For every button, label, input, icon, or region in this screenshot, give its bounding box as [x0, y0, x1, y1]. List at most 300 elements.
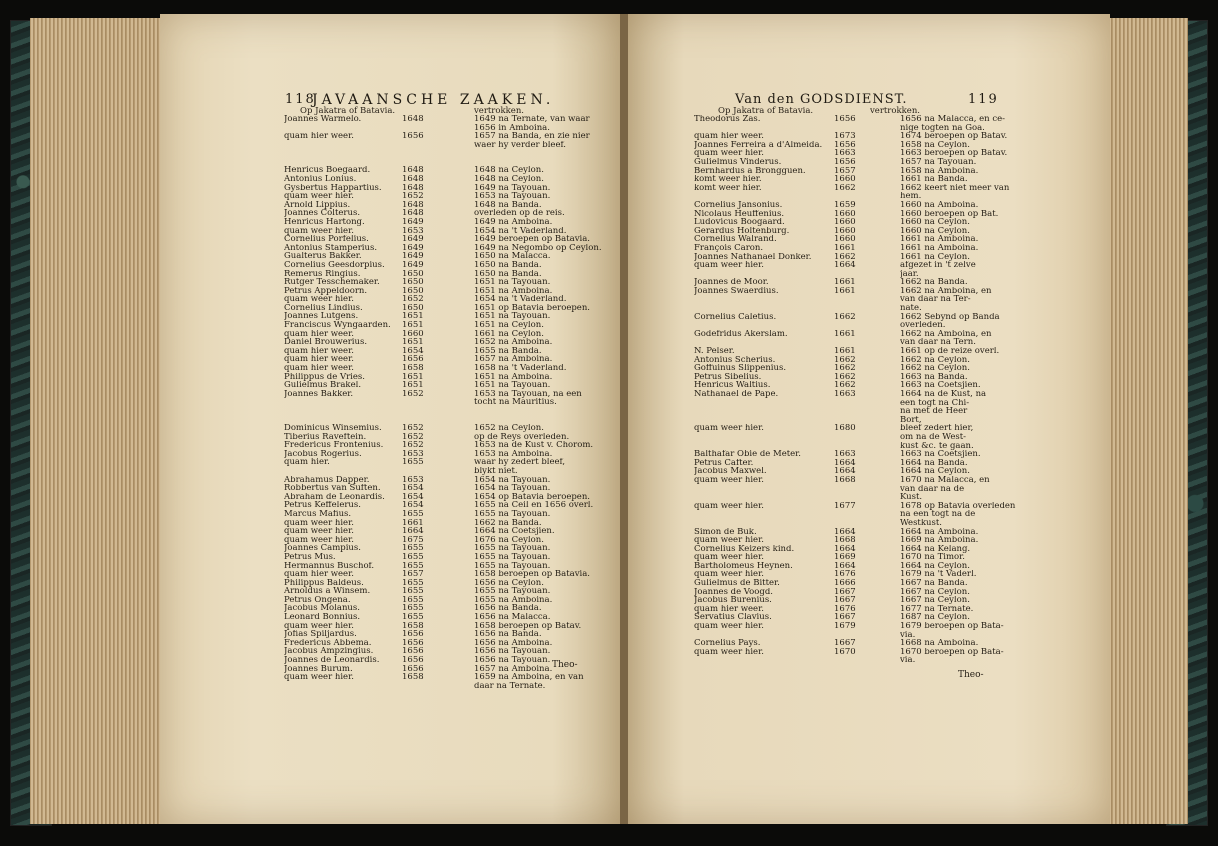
departure-cell: 1649 na Tayouan. — [474, 183, 551, 193]
departure-cell: Bort, — [900, 415, 922, 425]
name-cell: Gerardus Holtenburg. — [694, 226, 790, 236]
table-row — [694, 167, 1004, 176]
departure-cell: van daar na Tern. — [900, 338, 976, 348]
departure-cell: 1656 na Amboina. — [474, 638, 553, 648]
left-catchword: Theo- — [552, 660, 578, 670]
departure-cell: 1661 na Ceylon. — [900, 252, 970, 262]
departure-cell: 1655 na Ceil en 1656 overl. — [474, 501, 594, 510]
departure-cell: 1655 na Tayouan. — [474, 509, 551, 519]
name-cell: Godefridus Akerslam. — [694, 329, 788, 339]
table-row — [284, 295, 584, 304]
arrival-year-cell: 1660 — [834, 226, 856, 236]
table-row — [284, 458, 584, 467]
arrival-year-cell: 1655 — [402, 552, 424, 562]
departure-cell: hem. — [900, 192, 922, 201]
left-running-head: JAVAANSCHE ZAAKEN. — [312, 92, 555, 108]
departure-cell: 1658 beroepen op Batav. — [474, 621, 582, 631]
table-row — [694, 656, 1004, 665]
right-col-head-arrived: Op Jakatra of Batavia. — [718, 106, 814, 116]
departure-cell: 1650 na Malacca. — [474, 252, 551, 261]
table-row — [284, 587, 584, 596]
arrival-year-cell: 1680 — [834, 424, 856, 433]
name-cell: quam weer hier. — [694, 570, 764, 580]
table-row — [284, 141, 584, 150]
table-row — [284, 647, 584, 656]
name-cell: Antonius Lonius. — [284, 174, 357, 184]
name-cell: Joannes de Voogd. — [694, 587, 773, 597]
table-row — [694, 485, 1004, 494]
departure-cell: 1648 na Ceylon. — [474, 174, 544, 184]
table-row — [694, 183, 1010, 193]
name-cell: Fredericus Fronteníus. — [284, 441, 384, 450]
departure-cell: 1650 na Banda. — [474, 260, 542, 270]
name-cell: Cornelius Geesdorpius. — [284, 260, 385, 270]
departure-cell: 1670 na Timor. — [900, 553, 965, 562]
arrival-year-cell: 1660 — [834, 218, 856, 227]
departure-cell: 1667 na Ceylon. — [900, 587, 970, 597]
arrival-year-cell: 1649 — [402, 217, 424, 227]
table-row — [694, 579, 1004, 588]
arrival-year-cell: 1656 — [402, 355, 424, 365]
arrival-year-cell: 1677 — [834, 501, 856, 511]
table-row — [694, 356, 1004, 365]
name-cell: Franciscus Wyngaarden. — [284, 321, 391, 330]
arrival-year-cell: 1661 — [834, 329, 856, 339]
departure-cell: 1676 na Ceylon. — [474, 535, 544, 545]
table-row — [694, 553, 1004, 562]
name-cell: Joannes Campius. — [284, 544, 361, 553]
table-row — [694, 201, 1004, 210]
departure-cell: 1656 na Malacca, en ce- — [900, 115, 1005, 124]
arrival-year-cell: 1655 — [402, 509, 424, 519]
table-row — [694, 158, 1004, 167]
arrival-year-cell: 1648 — [402, 183, 424, 193]
table-row — [284, 321, 584, 330]
departure-cell: 1649 beroepen op Batavia. — [474, 235, 591, 244]
table-row — [694, 631, 1004, 640]
name-cell: quam hier weer. — [284, 329, 354, 339]
name-cell: Joannes Warmelo. — [284, 115, 362, 124]
departure-cell: 1649 na Negombo op Ceylon. — [474, 243, 602, 253]
name-cell: quam weer hier. — [694, 475, 764, 485]
name-cell: Henricus Boegaard. — [284, 166, 371, 175]
arrival-year-cell: 1650 — [402, 278, 424, 287]
table-row — [284, 424, 584, 433]
departure-cell: tocht na Mauritius. — [474, 398, 557, 407]
name-cell: quam weer hier. — [694, 536, 764, 545]
name-cell: Robbertus van Suften. — [284, 484, 381, 493]
name-cell: quam weer hier. — [284, 295, 354, 304]
departure-cell: 1679 na 't Vaderl. — [900, 570, 977, 580]
departure-cell: 1655 na Tayouan. — [474, 544, 551, 553]
table-row — [284, 433, 584, 442]
departure-cell: 1664 na Coetsjien. — [474, 527, 555, 536]
table-row — [694, 270, 1004, 279]
departure-cell: 1653 na Amboina. — [474, 449, 553, 459]
name-cell: Philippus de Vries. — [284, 372, 365, 382]
table-row — [284, 562, 584, 571]
arrival-year-cell: 1658 — [402, 621, 424, 631]
departure-cell: 1654 na 't Vaderland. — [474, 226, 567, 236]
name-cell: Rutger Tesschemaker. — [284, 278, 380, 287]
name-cell: quam weer hier. — [284, 518, 354, 528]
name-cell: Servatius Clavius. — [694, 613, 772, 623]
departure-cell: 1655 na Banda. — [474, 346, 542, 356]
arrival-year-cell: 1655 — [402, 458, 424, 467]
table-row — [284, 218, 584, 227]
arrival-year-cell: 1650 — [402, 269, 424, 279]
arrival-year-cell: 1654 — [402, 501, 424, 510]
name-cell: quam weer hier. — [284, 192, 354, 201]
table-row — [694, 381, 1004, 390]
arrival-year-cell: 1653 — [402, 226, 424, 236]
arrival-year-cell: 1650 — [402, 303, 424, 313]
table-row — [694, 528, 1004, 537]
table-row — [694, 605, 1004, 614]
arrival-year-cell: 1662 — [834, 364, 856, 373]
name-cell: Petrus Sibelius. — [694, 372, 762, 382]
table-row — [694, 639, 1004, 648]
departure-cell: 1652 na Amboina. — [474, 338, 553, 347]
name-cell: Joannes Nathanael Donker. — [694, 252, 812, 262]
name-cell: Cornelius Lindius. — [284, 303, 363, 313]
name-cell: Joannes de Moor. — [694, 278, 769, 287]
name-cell: quam weer hier. — [284, 535, 354, 545]
departure-cell: 1663 na Banda. — [900, 372, 968, 382]
name-cell: Cornelius Jansonius. — [694, 200, 783, 210]
table-row — [284, 287, 584, 296]
departure-cell: 1657 na Amboina. — [474, 355, 553, 365]
arrival-year-cell: 1651 — [402, 321, 424, 330]
departure-cell: 1662 na Ceylon. — [900, 355, 970, 365]
departure-cell: 1656 na Tayouan. — [474, 647, 551, 657]
arrival-year-cell: 1664 — [834, 561, 856, 571]
departure-cell: 1663 na Coetsjien. — [900, 450, 981, 459]
table-row — [284, 639, 584, 648]
table-row — [694, 235, 1004, 244]
arrival-year-cell: 1656 — [402, 630, 424, 639]
departure-cell: 1656 na Tayouan. — [474, 656, 551, 665]
name-cell: quam hier weer. — [694, 132, 764, 141]
table-row — [284, 132, 590, 141]
name-cell: Cornelius Porfelius. — [284, 235, 369, 244]
departure-cell: 1648 na Ceylon. — [474, 166, 544, 175]
name-cell: Joannes Bakker. — [284, 389, 354, 399]
departure-cell: jaar. — [900, 269, 919, 279]
table-row — [284, 682, 584, 691]
name-cell: Bartholomeus Heynen. — [694, 561, 793, 571]
departure-cell: 1653 na Tayouan. — [474, 192, 551, 201]
departure-cell: 1662 na Amboina, en — [900, 286, 992, 296]
arrival-year-cell: 1652 — [402, 441, 424, 450]
departure-cell: 1657 na Tayouan. — [900, 157, 977, 167]
table-row — [694, 622, 1004, 631]
arrival-year-cell: 1659 — [834, 200, 856, 210]
departure-cell: van daar na de — [900, 484, 965, 494]
arrival-year-cell: 1653 — [402, 475, 424, 485]
name-cell: Tiberius Raveftein. — [284, 432, 367, 442]
name-cell: quam hier weer. — [284, 570, 354, 579]
departure-cell: waer hy verder bleef. — [474, 140, 567, 150]
table-row — [284, 347, 584, 356]
departure-cell: 1677 na Ternate. — [900, 604, 974, 614]
arrival-year-cell: 1664 — [834, 467, 856, 476]
departure-cell: 1656 na Ceylon. — [474, 578, 544, 588]
arrival-year-cell: 1661 — [834, 286, 856, 296]
arrival-year-cell: 1655 — [402, 578, 424, 588]
departure-cell: 1650 na Banda. — [474, 269, 542, 279]
name-cell: quam weer hier. — [694, 553, 764, 562]
table-row — [284, 303, 591, 313]
table-row — [284, 243, 602, 253]
departure-cell: 1659 na Amboina, en van — [474, 673, 584, 682]
table-row — [694, 570, 1004, 579]
name-cell: Jacobus Rogerius. — [284, 449, 362, 459]
name-cell: Balthafar Obie de Meter. — [694, 450, 802, 459]
name-cell: quam weer hier. — [284, 226, 354, 236]
name-cell: Jacobus Maxwel. — [694, 467, 767, 476]
table-row — [694, 244, 1004, 253]
departure-cell: 1658 beroepen op Batavia. — [474, 570, 591, 579]
name-cell: quam weer hier. — [694, 261, 764, 270]
name-cell: Ludovicus Boogaard. — [694, 218, 785, 227]
name-cell: Remerus Ringius. — [284, 269, 361, 279]
arrival-year-cell: 1662 — [834, 252, 856, 262]
departure-cell: afgezet in 't zelve — [900, 261, 976, 270]
table-row — [694, 424, 1004, 433]
page-block-right — [1108, 18, 1188, 824]
arrival-year-cell: 1652 — [402, 192, 424, 201]
departure-cell: 1649 na Amboina. — [474, 217, 553, 227]
departure-cell: 1660 na Amboina. — [900, 200, 979, 210]
table-row — [284, 501, 594, 510]
arrival-year-cell: 1648 — [402, 174, 424, 184]
departure-cell: van daar na Ter- — [900, 295, 971, 305]
table-row — [694, 287, 1004, 296]
name-cell: quam hier weer. — [284, 346, 354, 356]
arrival-year-cell: 1660 — [834, 235, 856, 244]
table-spacer — [284, 149, 584, 166]
arrival-year-cell: 1660 — [402, 329, 424, 339]
departure-cell: 1655 na Tayouan. — [474, 552, 551, 562]
left-col-head-arrived: Op Jakatra of Batavia. — [300, 106, 396, 116]
departure-cell: 1664 na Kelang. — [900, 544, 971, 554]
name-cell: Joannes Ferreira a d'Almeida. — [694, 140, 823, 150]
table-row — [284, 166, 584, 175]
table-row — [284, 630, 584, 639]
name-cell: Gualterus Bakker. — [284, 252, 362, 261]
name-cell: Joannes Swaerdius. — [694, 286, 779, 296]
name-cell: Philippus Baldeus. — [284, 578, 364, 588]
name-cell: François Caron. — [694, 243, 764, 253]
departure-cell: 1653 na Tayouan, na een — [474, 389, 582, 399]
departure-cell: 1656 in Amboina. — [474, 123, 550, 133]
table-row — [694, 407, 1004, 416]
departure-cell: via. — [900, 630, 916, 640]
departure-cell: op de Reys overleden. — [474, 432, 570, 442]
table-row — [694, 493, 1004, 502]
arrival-year-cell: 1657 — [834, 166, 856, 176]
name-cell: Gysbertus Happartius. — [284, 183, 382, 193]
departure-cell: 1651 na Tayouan. — [474, 381, 551, 390]
name-cell: quam weer hier. — [694, 647, 764, 657]
departure-cell: daar na Ternate. — [474, 681, 546, 691]
arrival-year-cell: 1662 — [834, 381, 856, 390]
arrival-year-cell: 1668 — [834, 475, 856, 485]
departure-cell: 1662 Sebynd op Banda — [900, 312, 1000, 322]
arrival-year-cell: 1654 — [402, 492, 424, 502]
name-cell: Jacobus Ampzingius. — [284, 647, 374, 657]
arrival-year-cell: 1676 — [834, 604, 856, 614]
table-row — [694, 501, 1016, 511]
table-row — [284, 656, 584, 665]
arrival-year-cell: 1666 — [834, 579, 856, 588]
departure-cell: 1664 na Amboina. — [900, 527, 979, 537]
table-row — [284, 544, 584, 553]
arrival-year-cell: 1664 — [834, 544, 856, 554]
departure-cell: 1662 na Banda. — [474, 518, 542, 528]
departure-cell: om na de West- — [900, 432, 967, 442]
table-row — [694, 278, 1004, 287]
departure-cell: waar hy zedert bleef, — [474, 458, 566, 467]
table-row — [284, 209, 584, 218]
table-row — [694, 261, 1004, 270]
departure-cell: 1656 na Banda. — [474, 630, 542, 639]
departure-cell: 1668 na Amboina. — [900, 639, 979, 648]
arrival-year-cell: 1655 — [402, 544, 424, 553]
departure-cell: 1656 na Malacca. — [474, 613, 551, 622]
table-row — [284, 665, 584, 674]
departure-cell: 1654 na Tayouan. — [474, 484, 551, 493]
table-row — [694, 442, 1004, 451]
table-row — [284, 570, 591, 579]
table-row — [284, 192, 584, 201]
arrival-year-cell: 1649 — [402, 243, 424, 253]
table-row — [284, 312, 584, 321]
departure-cell: 1657 na Amboina. — [474, 664, 553, 674]
table-row — [694, 588, 1004, 597]
table-row — [284, 252, 584, 261]
arrival-year-cell: 1656 — [402, 647, 424, 657]
departure-cell: 1651 na Amboina. — [474, 286, 553, 296]
name-cell: quam weer hier. — [284, 673, 354, 682]
table-row — [694, 467, 1004, 476]
arrival-year-cell: 1679 — [834, 622, 856, 631]
name-cell: Cornelius Caletius. — [694, 312, 777, 322]
table-row — [694, 596, 1004, 605]
arrival-year-cell: 1661 — [834, 243, 856, 253]
arrival-year-cell: 1664 — [834, 527, 856, 537]
departure-cell: 1661 na Amboina. — [900, 235, 979, 244]
arrival-year-cell: 1658 — [402, 364, 424, 373]
name-cell: Goffuinus Slippenius. — [694, 364, 787, 373]
departure-cell: 1660 na Ceylon. — [900, 218, 970, 227]
departure-cell: 1660 beroepen op Bat. — [900, 209, 999, 219]
table-row — [694, 330, 1004, 339]
name-cell: Simon de Buk. — [694, 527, 757, 537]
table-row — [694, 416, 1004, 425]
arrival-year-cell: 1673 — [834, 132, 856, 141]
table-row — [694, 192, 1004, 201]
name-cell: Joannes Lutgens. — [284, 312, 359, 322]
name-cell: Arnoldus a Winsem. — [284, 587, 371, 596]
name-cell: quam weer hier. — [694, 622, 764, 631]
arrival-year-cell: 1663 — [834, 390, 856, 399]
arrival-year-cell: 1656 — [834, 140, 856, 150]
table-row — [694, 295, 1004, 304]
table-row — [284, 476, 584, 485]
arrival-year-cell: 1656 — [402, 656, 424, 665]
departure-cell: 1657 na Banda, en zie nier — [474, 132, 590, 141]
name-cell: N. Pelser. — [694, 347, 735, 356]
arrival-year-cell: 1664 — [402, 527, 424, 536]
table-row — [694, 536, 1004, 545]
departure-cell: 1660 na Ceylon. — [900, 226, 970, 236]
departure-cell: 1662 na Banda. — [900, 278, 968, 287]
table-row — [694, 510, 1004, 519]
departure-cell: 1658 na Amboina. — [900, 166, 979, 176]
departure-cell: 1662 na Ceylon. — [900, 364, 970, 373]
table-row — [284, 373, 584, 382]
arrival-year-cell: 1656 — [834, 157, 856, 167]
departure-cell: 1655 na Amboina. — [474, 595, 553, 605]
arrival-year-cell: 1652 — [402, 424, 424, 433]
arrival-year-cell: 1669 — [834, 553, 856, 562]
table-row — [284, 579, 584, 588]
departure-cell: 1679 beroepen op Bata- — [900, 622, 1004, 631]
name-cell: Nathanael de Pape. — [694, 390, 779, 399]
departure-cell: 1651 na Tayouan. — [474, 278, 551, 287]
arrival-year-cell: 1655 — [402, 587, 424, 596]
departure-cell: 1648 na Banda. — [474, 200, 542, 210]
departure-cell: 1669 na Amboina. — [900, 536, 979, 545]
departure-cell: 1670 beroepen op Bata- — [900, 647, 1004, 657]
arrival-year-cell: 1652 — [402, 295, 424, 304]
departure-cell: 1654 na Tayouan. — [474, 475, 551, 485]
arrival-year-cell: 1655 — [402, 561, 424, 571]
departure-cell: 1654 na 't Vaderland. — [474, 295, 567, 304]
arrival-year-cell: 1651 — [402, 338, 424, 347]
table-row — [284, 278, 584, 287]
table-row — [284, 604, 584, 613]
name-cell: Joannes Burum. — [284, 664, 353, 674]
arrival-year-cell: 1654 — [402, 484, 424, 493]
table-row — [694, 373, 1004, 382]
table-row — [694, 364, 1004, 373]
departure-cell: overleden. — [900, 321, 946, 330]
arrival-year-cell: 1667 — [834, 613, 856, 623]
arrival-year-cell: 1670 — [834, 647, 856, 657]
arrival-year-cell: 1662 — [834, 372, 856, 382]
table-row — [284, 124, 584, 133]
table-row — [284, 553, 584, 562]
arrival-year-cell: 1655 — [402, 613, 424, 622]
table-row — [694, 648, 1004, 657]
name-cell: Cornelius Walrand. — [694, 235, 777, 244]
name-cell: Joannes Colterus. — [284, 209, 361, 218]
departure-cell: 1655 na Tayouan. — [474, 561, 551, 571]
arrival-year-cell: 1649 — [402, 235, 424, 244]
table-row — [694, 313, 1004, 322]
table-row — [694, 562, 1004, 571]
departure-cell: via. — [900, 656, 916, 665]
table-row — [284, 261, 584, 270]
table-row — [284, 527, 584, 536]
table-spacer — [284, 407, 584, 424]
departure-cell: 1662 keert niet meer van — [900, 183, 1010, 193]
table-row — [694, 149, 1008, 158]
arrival-year-cell: 1668 — [834, 536, 856, 545]
